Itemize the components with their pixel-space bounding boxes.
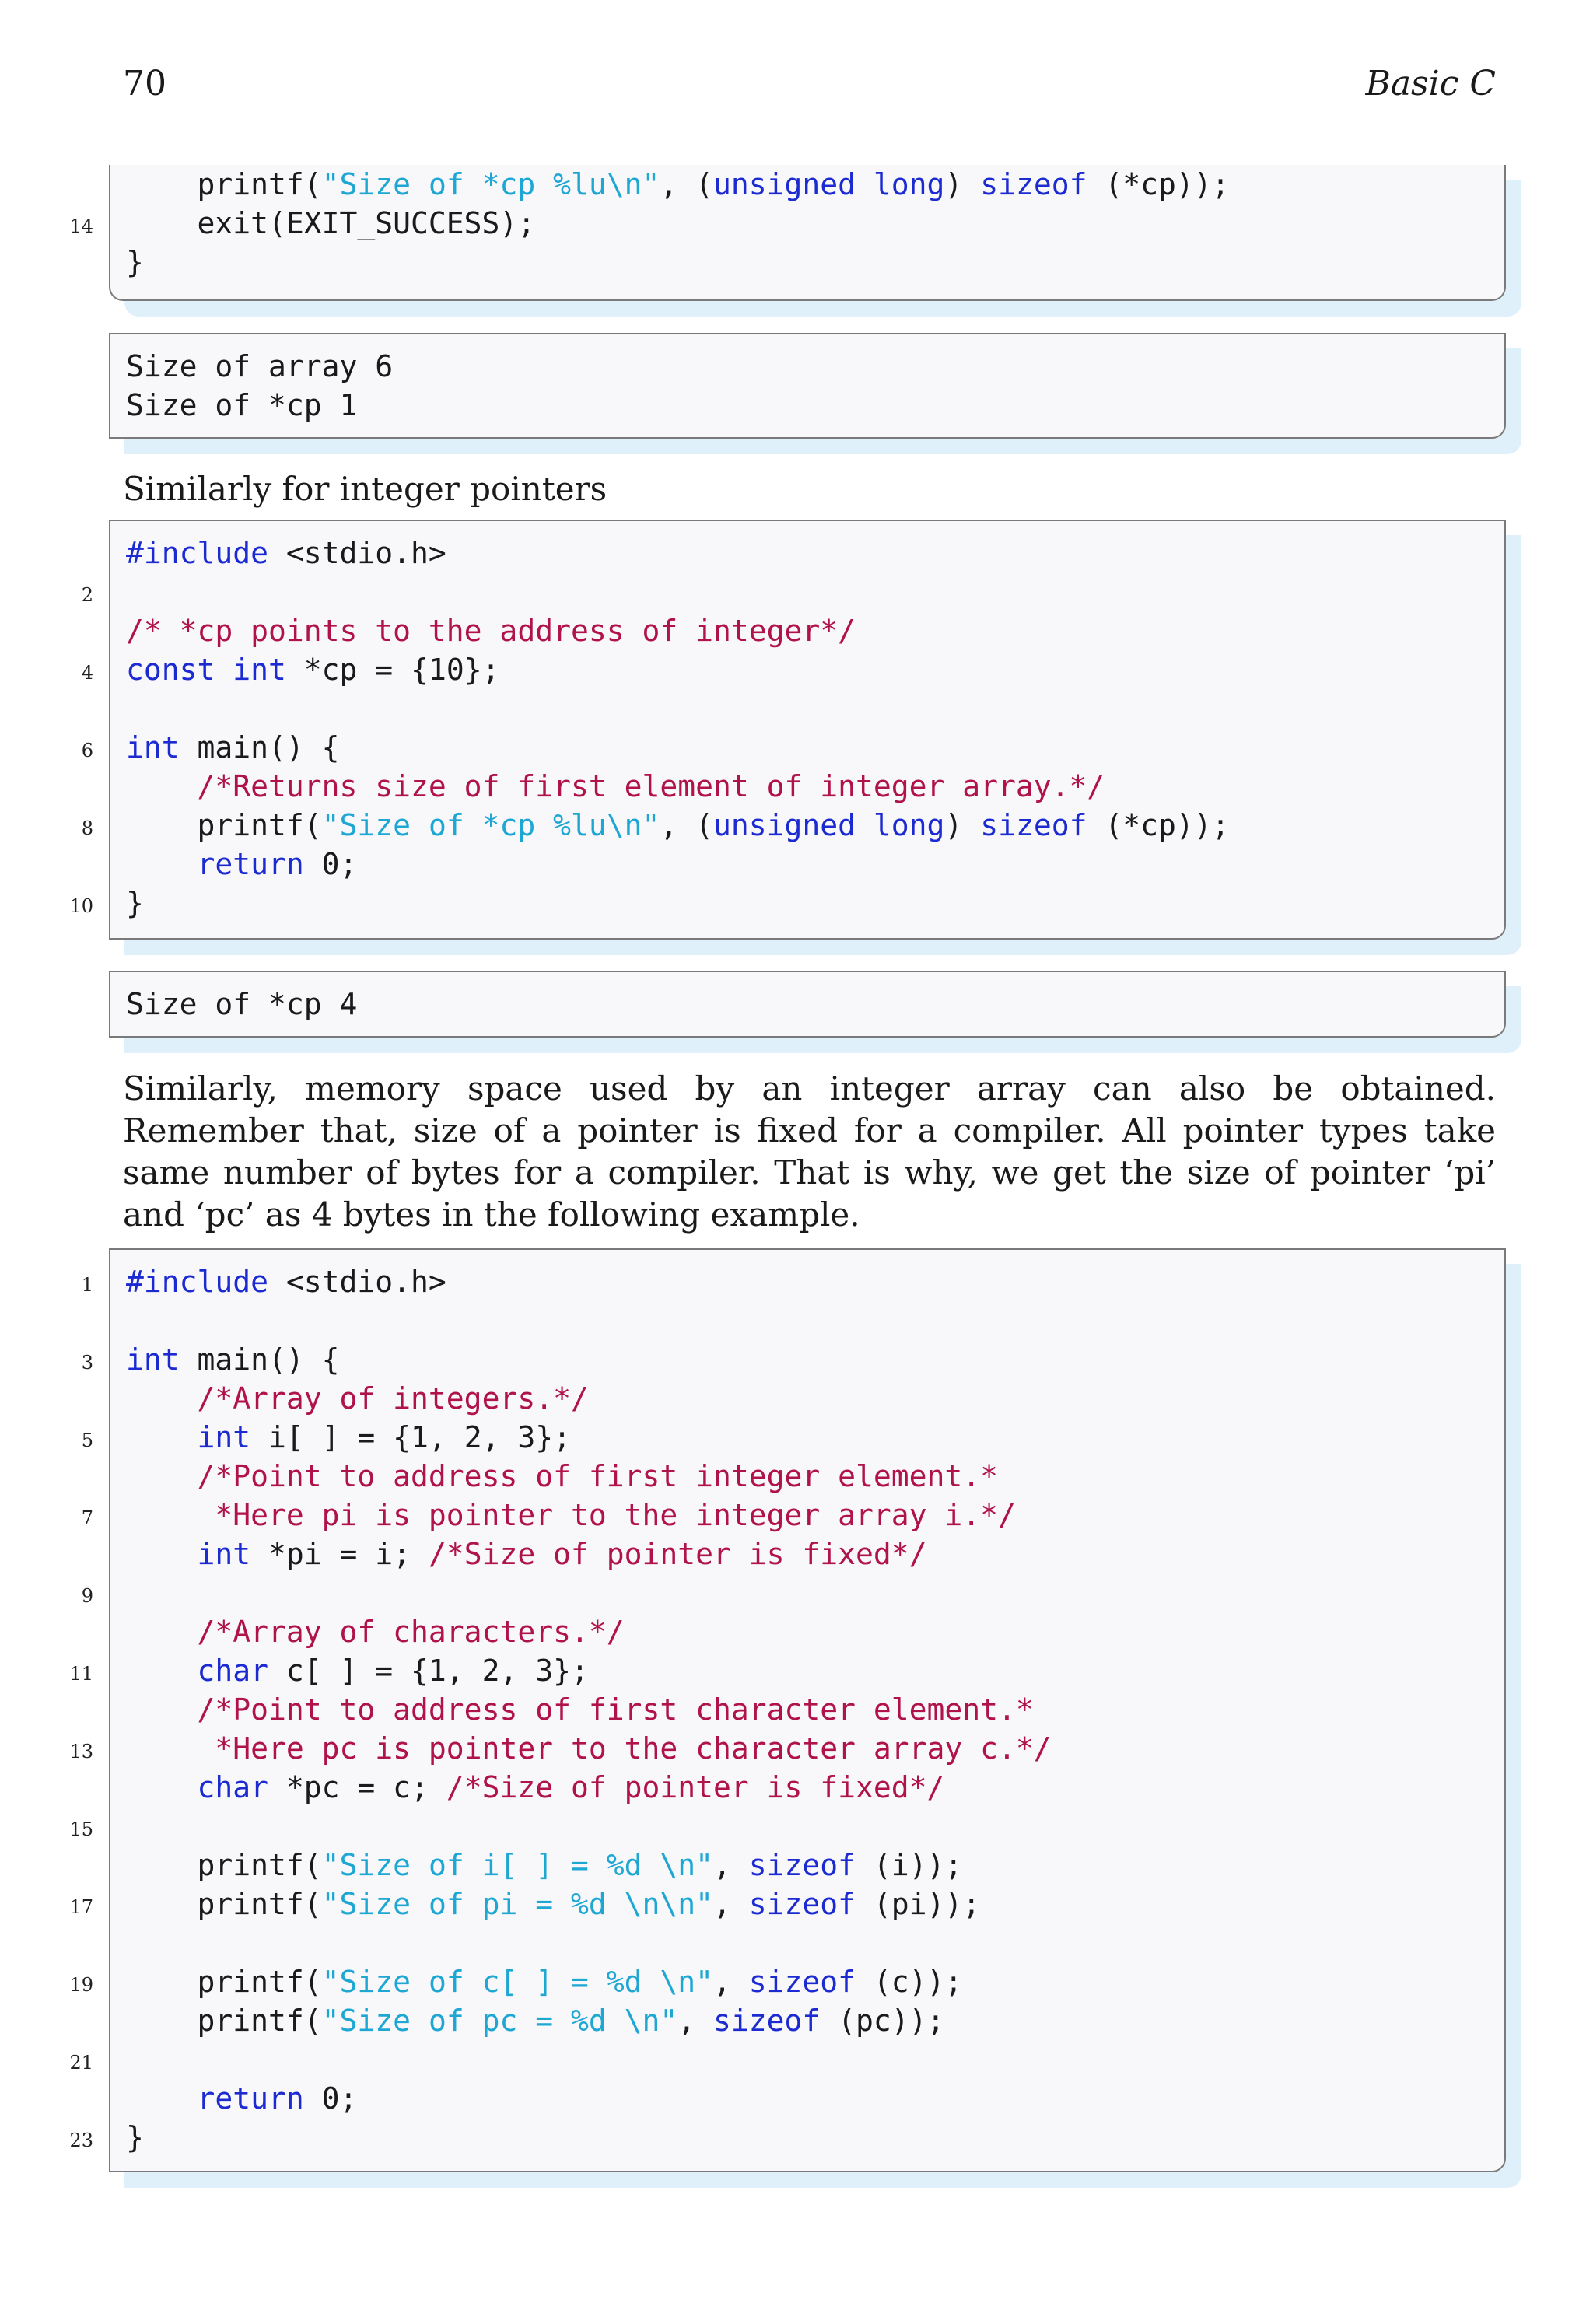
line-number: 14: [69, 215, 93, 237]
code-line: printf("Size of i[ ] = %d \n", sizeof (i));: [126, 1848, 963, 1882]
output-box-1: [109, 333, 1506, 439]
line-number: 7: [81, 1507, 93, 1529]
line-number: 11: [69, 1663, 93, 1685]
running-head: Basic C: [1365, 64, 1496, 103]
code-line: /*Returns size of first element of integer array.*/: [197, 769, 1105, 803]
code-line: printf("Size of *cp %lu\n", (unsigned long) sizeof (*cp));: [126, 167, 1230, 201]
line-number: 19: [69, 1974, 93, 1996]
line-number: 5: [81, 1430, 93, 1451]
code-line: #include <stdio.h>: [126, 1265, 446, 1299]
line-number: 8: [81, 817, 93, 839]
code-line: int main() {: [126, 730, 340, 765]
code-line: Size of *cp 1: [126, 388, 358, 422]
code-line: *Here pc is pointer to the character array c.*/: [215, 1731, 1052, 1766]
code-line: }: [126, 886, 144, 920]
line-number: 9: [81, 1585, 93, 1607]
code-line: printf("Size of c[ ] = %d \n", sizeof (c));: [126, 1965, 963, 1999]
code-line: int main() {: [126, 1342, 340, 1377]
line-number: 23: [69, 2130, 93, 2151]
line-number: 21: [69, 2052, 93, 2074]
code-line: /*Point to address of first integer element.*: [197, 1459, 999, 1493]
line-number: 3: [81, 1352, 93, 1374]
code-listing-continued: [69, 165, 1506, 301]
code-line: /*Point to address of first character element.*: [197, 1692, 1034, 1727]
output-box-2: [109, 971, 1506, 1038]
code-line: *Here pi is pointer to the integer array i.*/: [215, 1498, 1016, 1532]
code-listing-array-pointers: [69, 1248, 1506, 2172]
code-listing-integer-pointer: [69, 520, 1506, 940]
line-number: 2: [81, 584, 93, 606]
code-line: printf("Size of pc = %d \n", sizeof (pc));: [126, 2004, 945, 2038]
code-line: Size of array 6: [126, 349, 394, 383]
line-number: 15: [69, 1818, 93, 1840]
line-number: 1: [81, 1274, 93, 1296]
code-line: printf("Size of *cp %lu\n", (unsigned long) sizeof (*cp));: [126, 808, 1230, 842]
page-number: 70: [123, 64, 166, 103]
line-number: 6: [81, 740, 93, 761]
code-line: printf("Size of pi = %d \n\n", sizeof (pi));: [126, 1887, 981, 1921]
line-number: 10: [69, 895, 93, 917]
code-line: Size of *cp 4: [126, 987, 358, 1021]
code-line: int i[ ] = {1, 2, 3};: [197, 1420, 571, 1454]
code-line: return 0;: [197, 847, 358, 881]
code-line: char *pc = c; /*Size of pointer is fixed*/: [197, 1770, 945, 1804]
line-number: 4: [81, 662, 93, 684]
line-number: 13: [69, 1741, 93, 1762]
code-line: const int *cp = {10};: [126, 653, 500, 687]
code-line: /*Array of characters.*/: [197, 1615, 625, 1649]
code-line: /*Array of integers.*/: [197, 1381, 589, 1416]
code-line: }: [126, 2120, 144, 2154]
line-number: 17: [69, 1896, 93, 1918]
code-line: exit(EXIT_SUCCESS);: [126, 206, 536, 240]
code-line: }: [126, 245, 144, 279]
paragraph-intro: Similarly for integer pointers: [123, 470, 607, 508]
paragraph-explanation: Similarly, memory space used by an integer array can also be obtained. Remember that, size of a pointer is fixed for a compiler. All pointer types take same number of bytes for a compiler. That is why, we get the size of pointer ‘pi’ and ‘pc’ as 4 bytes in the following example.: [123, 1069, 1496, 1234]
code-line: char c[ ] = {1, 2, 3};: [197, 1654, 589, 1688]
code-line: int *pi = i; /*Size of pointer is fixed*/: [197, 1537, 927, 1571]
code-line: /* *cp points to the address of integer*/: [126, 614, 856, 648]
code-line: return 0;: [197, 2081, 358, 2116]
code-line: #include <stdio.h>: [126, 536, 446, 570]
